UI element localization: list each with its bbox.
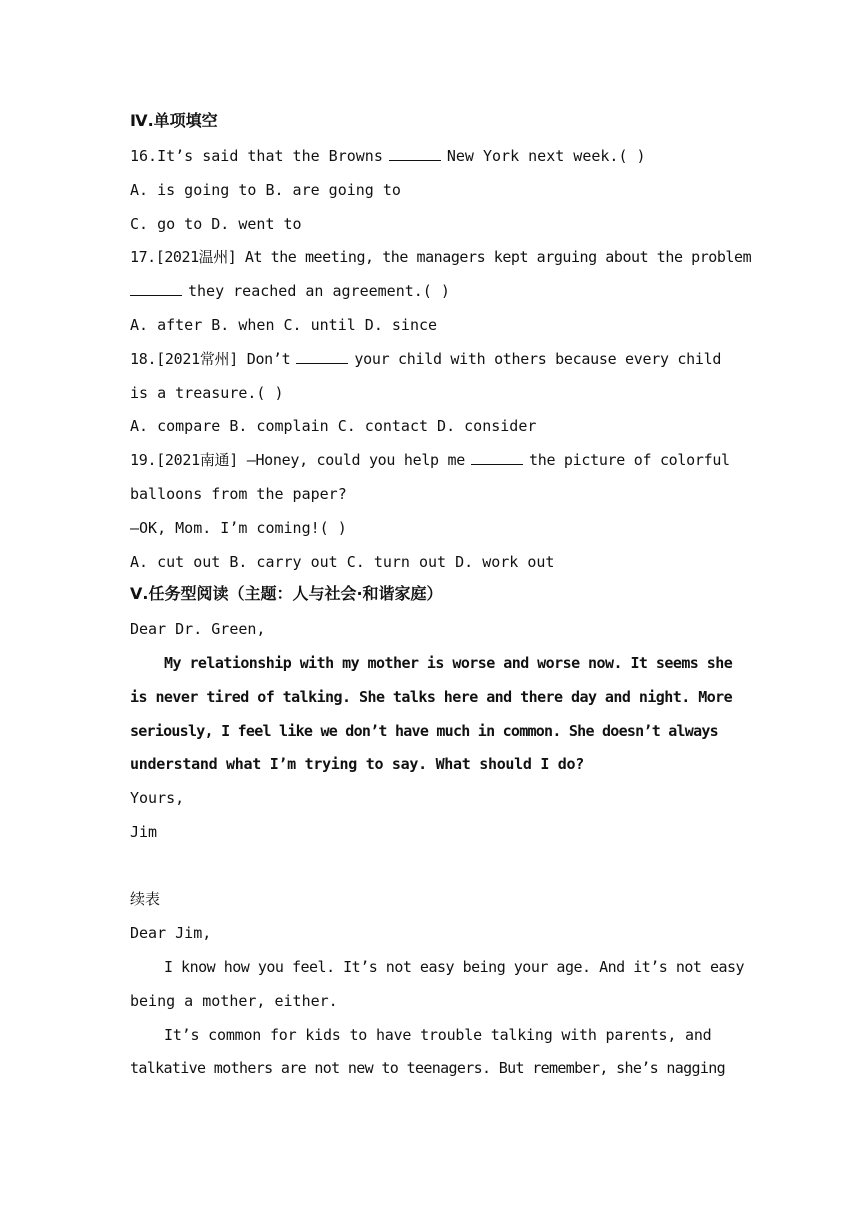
letter2-body-line: talkative mothers are not new to teenagers. But remember, she’s nagging (130, 1059, 726, 1077)
q19-blank (471, 450, 523, 465)
q19-stem-line3: —OK, Mom. I’m coming!( ) (130, 519, 347, 537)
q17-stem-b: they reached an agreement.( ) (188, 282, 450, 300)
q19-stem-b: the picture of colorful (528, 451, 730, 469)
q18-stem-line2: is a treasure.( ) (130, 384, 284, 402)
q16-options-2: C. go to D. went to (130, 215, 302, 233)
q16-stem-b: New York next week.( ) (446, 147, 646, 165)
q16-stem-a: 16.It’s said that the Browns (130, 147, 383, 165)
q17-stem-line1: 17.[2021温州] At the meeting, the managers kept arguing about the problem (130, 248, 752, 266)
q16-options-1: A. is going to B. are going to (130, 181, 401, 199)
q19-stem-line2: balloons from the paper? (130, 485, 347, 503)
letter1-body-line: understand what I’m trying to say. What should I do? (130, 755, 585, 773)
q17-stem-line2 (130, 281, 730, 301)
section-5-title: Ⅴ.任务型阅读（主题：人与社会·和谐家庭） (130, 584, 443, 603)
letter1-body-line: is never tired of talking. She talks here and there day and night. More (130, 688, 733, 706)
letter2-body-line: It’s common for kids to have trouble talking with parents, and (164, 1026, 712, 1044)
letter1-body-line: seriously, I feel like we don’t have much in common. She doesn’t always (130, 722, 718, 740)
letter1-closing: Yours, (130, 789, 185, 807)
q18-stem-b: your child with others because every child (354, 350, 722, 368)
continued-label: 续表 (130, 890, 161, 908)
q19-stem (130, 450, 730, 470)
q16-stem (130, 146, 730, 166)
q17-blank (130, 281, 182, 296)
q16-blank (389, 146, 441, 161)
letter2-body-line: being a mother, either. (130, 992, 338, 1010)
letter1-greeting: Dear Dr. Green, (130, 620, 266, 638)
q18-options: A. compare B. complain C. contact D. consider (130, 417, 537, 435)
letter2-greeting: Dear Jim, (130, 924, 212, 942)
q18-stem (130, 349, 730, 369)
q18-stem-a: 18.[2021常州] Don’t (130, 350, 291, 368)
letter2-body-line: I know how you feel. It’s not easy being your age. And it’s not easy (164, 958, 745, 976)
q18-blank (296, 349, 348, 364)
section-4-title: Ⅳ.单项填空 (130, 111, 218, 130)
q17-options: A. after B. when C. until D. since (130, 316, 438, 334)
letter1-body-line: My relationship with my mother is worse and worse now. It seems she (164, 654, 733, 672)
letter1-signature: Jim (130, 823, 158, 841)
q19-options: A. cut out B. carry out C. turn out D. work out (130, 553, 555, 571)
q19-stem-a: 19.[2021南通] —Honey, could you help me (130, 451, 465, 469)
